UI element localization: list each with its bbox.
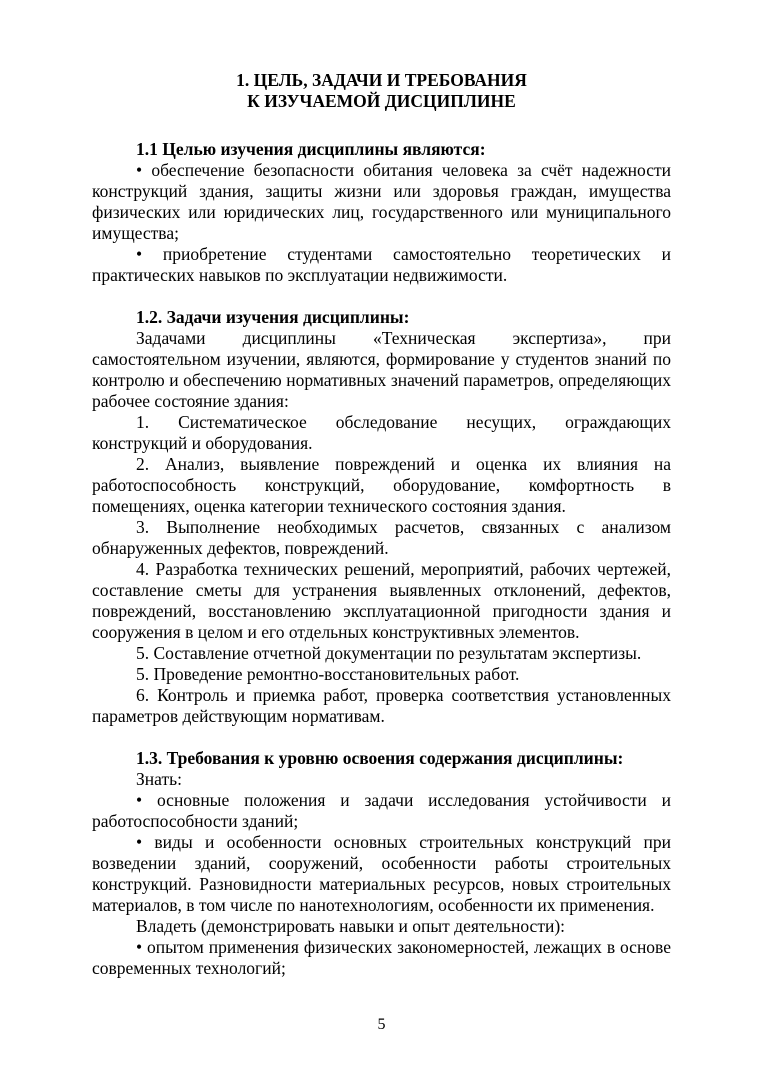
- section-2-heading: 1.2. Задачи изучения дисциплины:: [136, 307, 410, 327]
- section-gap: [92, 727, 671, 748]
- section-2-item: 2. Анализ, выявление повреждений и оценка их влияния на работоспособность конструкций, оборудование, комфортность в помещениях, оценка категории технического состояния здания.: [92, 454, 671, 516]
- chapter-title-line1: 1. ЦЕЛЬ, ЗАДАЧИ И ТРЕБОВАНИЯ: [236, 70, 527, 90]
- own-label: Владеть (демонстрировать навыки и опыт деятельности):: [136, 916, 566, 936]
- section-2-item: 1. Систематическое обследование несущих, ограждающих конструкций и оборудования.: [92, 412, 671, 453]
- section-2-item: 6. Контроль и приемка работ, проверка соответствия установленных параметров действующим нормативам.: [92, 685, 671, 726]
- section-1-item: • приобретение студентами самостоятельно теоретических и практических навыков по эксплуатации недвижимости.: [92, 244, 671, 285]
- section-1-item: • обеспечение безопасности обитания человека за счёт надежности конструкций здания, защиты жизни или здоровья граждан, имущества физических или юридических лиц, государственного или муниципального имущества;: [92, 160, 671, 243]
- chapter-title-line2: К ИЗУЧАЕМОЙ ДИСЦИПЛИНЕ: [247, 91, 516, 111]
- section-1-heading: 1.1 Целью изучения дисциплины являются:: [136, 139, 486, 159]
- know-label: Знать:: [136, 769, 182, 789]
- section-2-intro: Задачами дисциплины «Техническая экспертиза», при самостоятельном изучении, являются, формирование у студентов знаний по контролю и обеспечению нормативных значений параметров, определяющих рабочее состояние здания:: [92, 328, 671, 411]
- section-3-heading: 1.3. Требования к уровню освоения содержания дисциплины:: [136, 748, 624, 768]
- chapter-title: [92, 70, 671, 112]
- section-gap: [92, 286, 671, 307]
- own-item: • опытом применения физических закономерностей, лежащих в основе современных технологий;: [92, 937, 671, 978]
- section-2-item: 4. Разработка технических решений, мероприятий, рабочих чертежей, составление сметы для устранения выявленных отклонений, дефектов, повреждений, восстановлению эксплуатационной пригодности здания и сооружения в целом и его отдельных конструктивных элементов.: [92, 559, 671, 642]
- section-2-item: 5. Составление отчетной документации по результатам экспертизы.: [136, 643, 642, 663]
- page-number: 5: [377, 1016, 386, 1033]
- know-item: • виды и особенности основных строительных конструкций при возведении зданий, сооружений, особенности работы строительных конструкций. Разновидности материальных ресурсов, новых строительных материалов, в том числе по нанотехнологиям, особенности их применения.: [92, 832, 671, 915]
- know-item: • основные положения и задачи исследования устойчивости и работоспособности зданий;: [92, 790, 671, 831]
- section-2-item: 3. Выполнение необходимых расчетов, связанных с анализом обнаруженных дефектов, повреждений.: [92, 517, 671, 558]
- section-2-item: 5. Проведение ремонтно-восстановительных работ.: [136, 664, 520, 684]
